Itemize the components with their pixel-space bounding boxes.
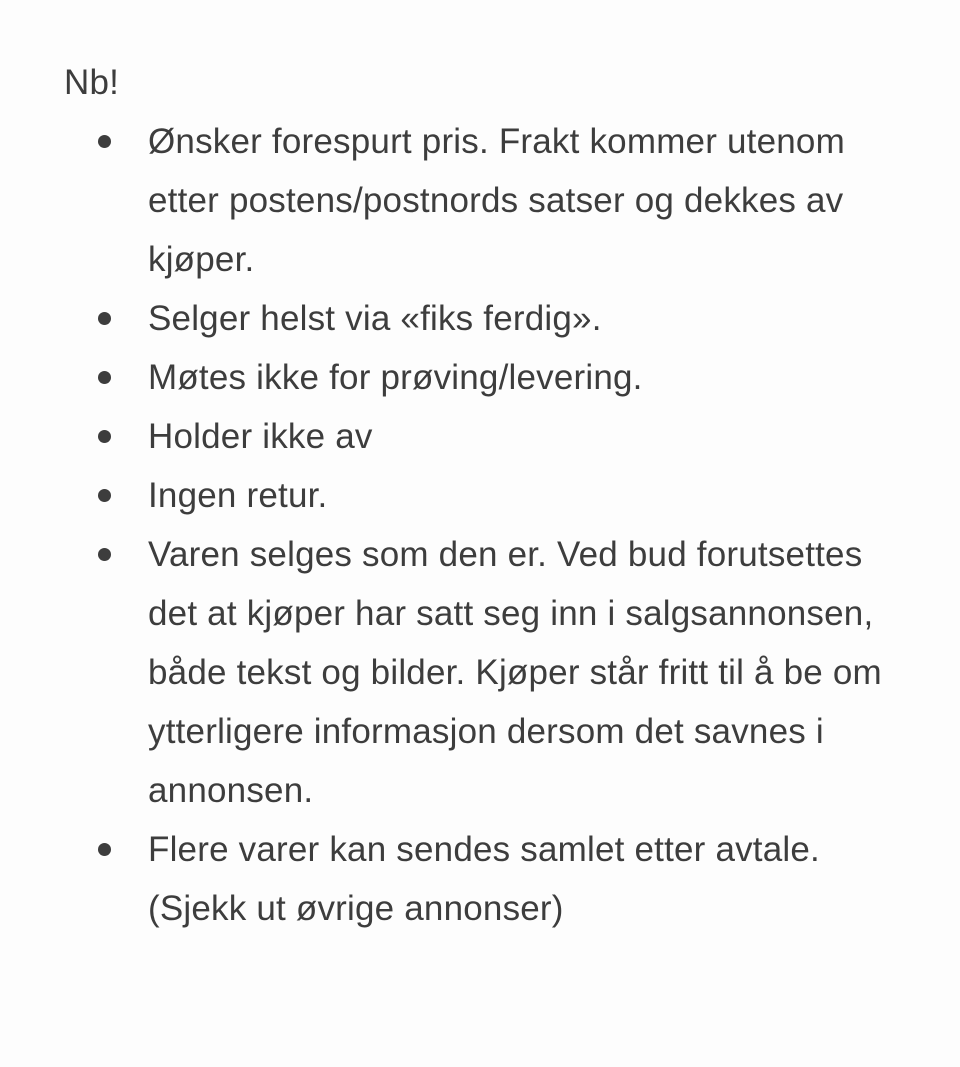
list-item-text: Holder ikke av [148, 417, 373, 456]
list-item [64, 348, 894, 407]
note-heading: Nb! [64, 63, 120, 102]
list-item [64, 820, 894, 938]
note-bullet-list [64, 112, 894, 938]
bullet-icon [98, 548, 111, 561]
list-item-text: Varen selges som den er. Ved bud forutsettes det at kjøper har satt seg inn i salgsannonsen, både tekst og bilder. Kjøper står fritt til å be om ytterligere informasjon dersom det savnes i annonsen. [148, 535, 882, 810]
list-item [64, 525, 894, 820]
list-item-text: Flere varer kan sendes samlet etter avtale. (Sjekk ut øvrige annonser) [148, 830, 820, 928]
list-item-text: Møtes ikke for prøving/levering. [148, 358, 643, 397]
bullet-icon [98, 312, 111, 325]
bullet-icon [98, 430, 111, 443]
list-item-text: Ønsker forespurt pris. Frakt kommer utenom etter postens/postnords satser og dekkes av kjøper. [148, 122, 845, 279]
list-item-text: Ingen retur. [148, 476, 328, 515]
bullet-icon [98, 135, 111, 148]
list-item [64, 112, 894, 289]
list-item [64, 407, 894, 466]
bullet-icon [98, 843, 111, 856]
bullet-icon [98, 371, 111, 384]
list-item [64, 466, 894, 525]
list-item [64, 289, 894, 348]
bullet-icon [98, 489, 111, 502]
list-item-text: Selger helst via «fiks ferdig». [148, 299, 602, 338]
